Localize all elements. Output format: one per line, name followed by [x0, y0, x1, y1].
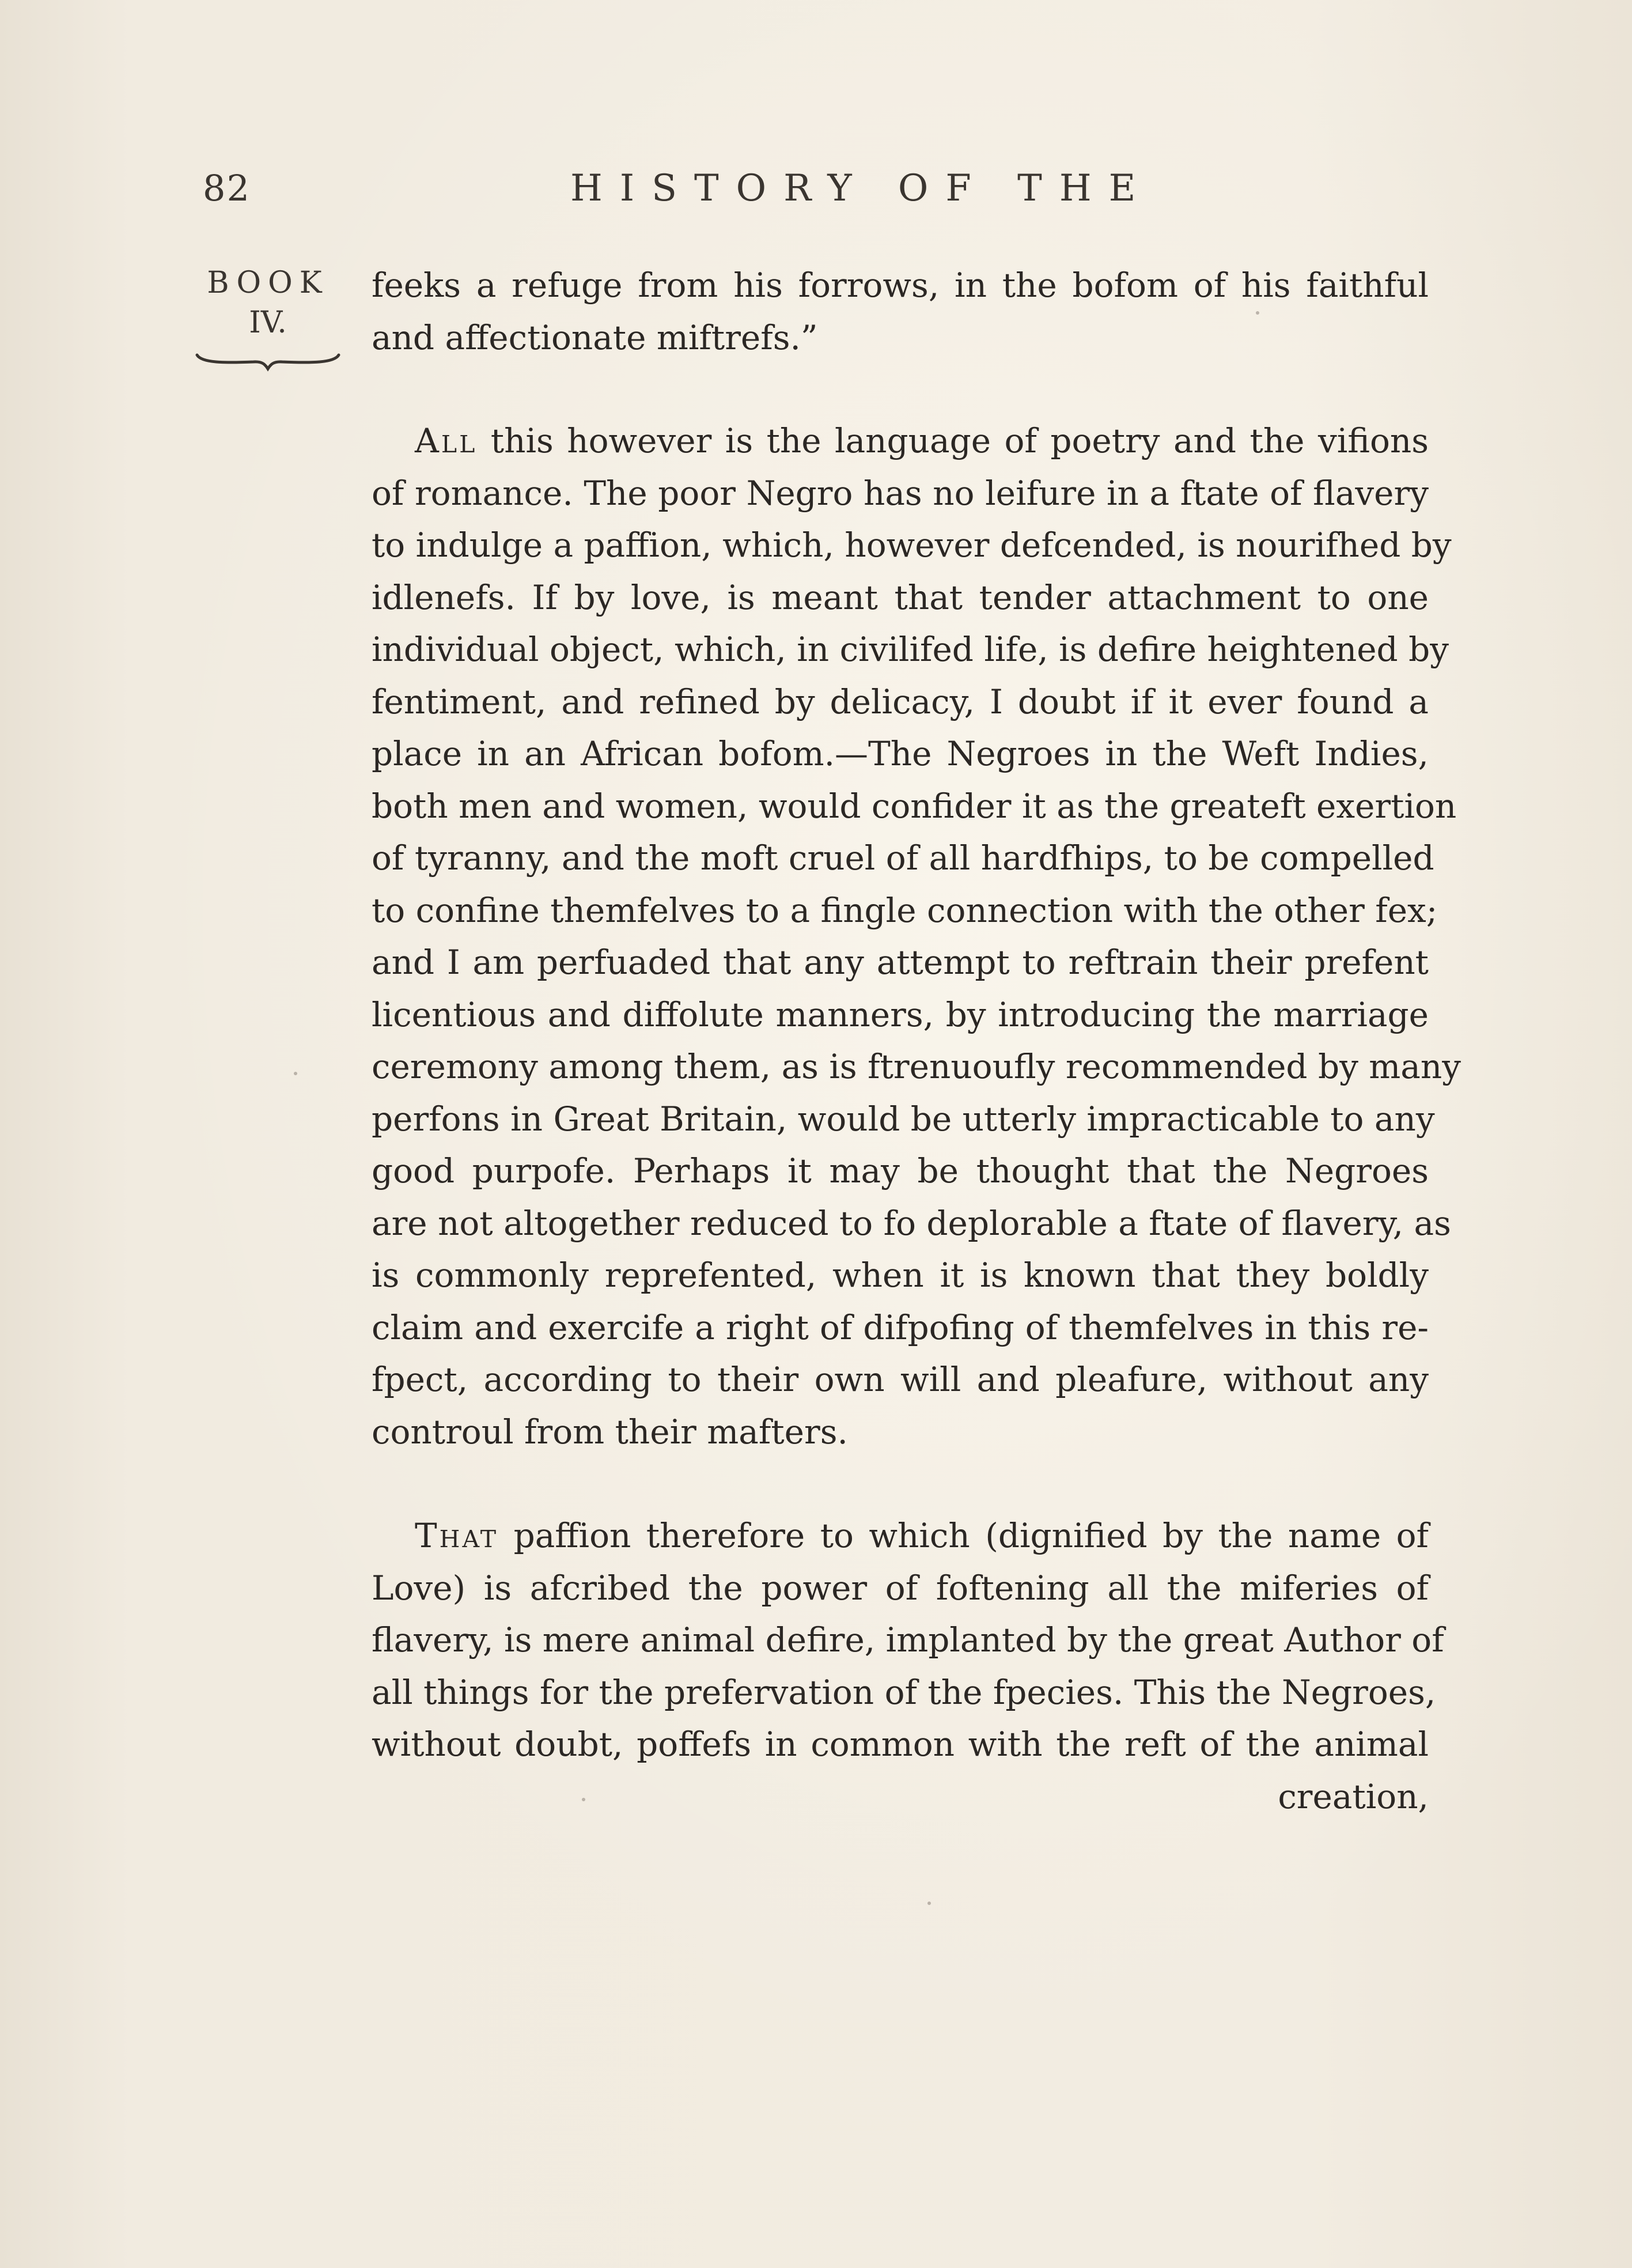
margin-note: [190, 262, 346, 380]
text-line: to confine themfelves to a fingle connection with the other fex;: [372, 890, 1438, 930]
text-line: individual object, which, in civilifed life, is defire heightened by: [372, 630, 1449, 669]
text-line: [372, 415, 1429, 467]
page-number: 82: [203, 167, 251, 209]
text-line: feeks a refuge from his forrows, in the bofom of his faithful: [372, 266, 1429, 305]
margin-volume-label: IV.: [249, 305, 287, 340]
text-line: all things for the prefervation of the fpecies. This the Negroes,: [372, 1672, 1436, 1712]
text-line: good purpofe. Perhaps it may be thought that the Negroes: [372, 1151, 1429, 1190]
text-line: and I am perfuaded that any attempt to reftrain their prefent: [372, 943, 1429, 982]
text-line-rest: paffion therefore to which (dignified by the name of: [498, 1516, 1429, 1555]
text-line: ceremony among them, as is ftrenuoufly recommended by many: [372, 1047, 1461, 1086]
paper-speck: [294, 1072, 297, 1075]
lead-word: All: [415, 421, 478, 460]
text-line: controul from their mafters.: [372, 1412, 848, 1451]
text-line: place in an African bofom.—The Negroes in the Weft Indies,: [372, 734, 1429, 773]
paper-speck: [927, 1902, 931, 1905]
text-line: licentious and diffolute manners, by introducing the marriage: [372, 995, 1429, 1034]
text-line: Love) is afcribed the power of foftening all the miferies of: [372, 1568, 1429, 1608]
text-line: is commonly reprefented, when it is known that they boldly: [372, 1256, 1429, 1295]
paragraph-all-this: [372, 415, 1461, 1458]
text-line: fpect, according to their own will and pleafure, without any: [372, 1360, 1429, 1399]
text-line: and affectionate miftrefs.”: [372, 317, 818, 357]
catchword: creation,: [1278, 1776, 1429, 1816]
text-line: [372, 1510, 1429, 1562]
text-line: flavery, is mere animal defire, implanted by the great Author of: [372, 1620, 1444, 1660]
text-line: to indulge a paffion, which, however defcended, is nourifhed by: [372, 526, 1452, 565]
text-line-rest: this however is the language of poetry and the vifions: [477, 421, 1429, 460]
text-line: without doubt, poffefs in common with the reft of the animal: [372, 1725, 1429, 1764]
text-line: both men and women, would confider it as the greateft exertion: [372, 786, 1457, 826]
text-line: perfons in Great Britain, would be utterly impracticable to any: [372, 1099, 1435, 1139]
text-line: of tyranny, and the moft cruel of all hardfhips, to be compelled: [372, 838, 1434, 878]
paragraph-continuation: [372, 259, 1429, 364]
text-line: of romance. The poor Negro has no leifure in a ftate of flavery: [372, 473, 1429, 513]
paper-speck: [1256, 311, 1259, 315]
paragraph-that-passion: [372, 1510, 1444, 1823]
bracket-flourish-icon: [190, 345, 346, 380]
text-line: idlenefs. If by love, is meant that tender attachment to one: [372, 577, 1429, 617]
running-title: HISTORY OF THE: [570, 167, 1153, 210]
text-line: fentiment, and refined by delicacy, I doubt if it ever found a: [372, 682, 1429, 721]
text-line: claim and exercife a right of difpofing of themfelves in this re-: [372, 1307, 1429, 1347]
lead-word: That: [415, 1516, 499, 1555]
margin-book-label: BOOK: [207, 266, 329, 300]
text-line: are not altogether reduced to fo deplorable a ftate of flavery, as: [372, 1203, 1451, 1243]
paper-speck: [582, 1798, 585, 1801]
